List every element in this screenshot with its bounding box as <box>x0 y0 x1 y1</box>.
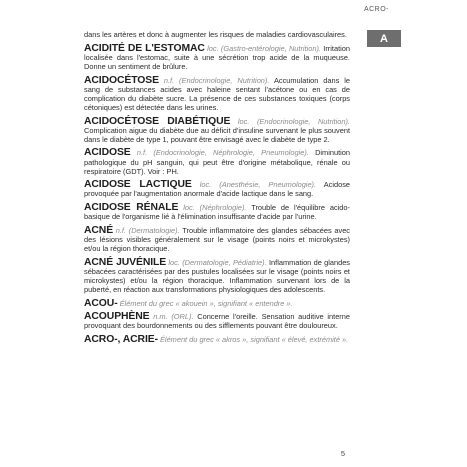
entry-headword: ACIDOCÉTOSE <box>84 74 159 86</box>
entry-grammar-domain: Élément du grec « akros », signifiant « élevé, extrémité ». <box>160 335 349 345</box>
entry-headword: ACIDOCÉTOSE DIABÉTIQUE <box>84 115 231 127</box>
entry-definition: Trouble inflammatoire des glandes sébacées avec des lésions visibles généralement sur le visage (points noirs et microkystes) et/ou la région thoracique. <box>84 225 351 254</box>
entry-definition: Trouble de l'équilibre acido-basique de l'organisme lié à l'élimination insuffisante d'acide par l'urine. <box>84 203 350 222</box>
entry-definition: Diminution pathologique du pH sanguin, qui peut être d'origine métabolique, rénale ou respiratoire (GDT). Voir : PH. <box>84 148 350 176</box>
entry-headword: ACRO-, ACRIE- <box>84 334 158 346</box>
entry-definition: Accumulation dans le sang de substances acides avec haleine sentant l'acétone ou en cas de complication du diabète sucre. La présence de ces substances toxiques (corps cétoniques) est détectée dans les urines. <box>84 75 350 112</box>
dictionary-entry <box>84 76 350 112</box>
entry-definition: Concerne l'oreille. Sensation auditive interne provoquant des bourdonnements ou des sifflements pouvant être douloureux. <box>84 312 350 331</box>
dictionary-entry <box>84 148 350 175</box>
entry-grammar-domain: loc. (Gastro-entérologie, Nutrition). <box>207 43 321 53</box>
dictionary-entry <box>84 312 350 330</box>
entry-grammar-domain: n.f. (Dermatologie). <box>115 225 180 235</box>
entry-headword: ACOUPHÈNE <box>84 311 150 323</box>
entry-grammar-domain: loc. (Néphrologie). <box>183 203 247 213</box>
entry-grammar-domain: n.f. (Endocrinologie, Nutrition). <box>163 75 270 85</box>
dictionary-entry <box>84 226 350 253</box>
entry-grammar-domain: loc. (Dermatologie, Pédiatrie). <box>168 257 267 267</box>
page-number: 5 <box>340 449 345 458</box>
dictionary-column <box>84 30 350 349</box>
entry-grammar-domain: n.f. (Endocrinologie, Néphrologie, Pneumologie). <box>136 148 309 158</box>
running-head: ACRO- <box>363 6 389 13</box>
entry-grammar-domain: n.m. (ORL). <box>153 312 194 322</box>
entry-headword: ACNÉ <box>84 224 114 236</box>
entry-grammar-domain: loc. (Endocrinologie, Nutrition). <box>237 116 350 126</box>
entry-headword: ACIDOSE <box>84 147 131 159</box>
entry-definition: Acidose provoquée par l'augmentation anormale d'acide lactique dans le sang. <box>84 180 350 199</box>
entry-headword: ACIDITÉ DE L'ESTOMAC <box>84 42 205 54</box>
dictionary-entry <box>84 203 350 221</box>
dictionary-entry <box>84 117 350 144</box>
entry-definition: Complication aigue du diabète due au déficit d'insuline survenant le plus souvent dans le diabète de type 1, pouvant être envisagé avec le diabète de type 2. <box>84 125 350 144</box>
dictionary-entry <box>84 299 350 308</box>
dictionary-entry <box>84 44 350 71</box>
entry-grammar-domain: loc. (Anesthésie, Pneumologie). <box>199 180 317 190</box>
entry-grammar-domain: Élément du grec « akouein », signifiant « entendre ». <box>119 298 293 308</box>
continuation-text: dans les artères et donc à augmenter les risques de maladies cardiovasculaires. <box>84 30 347 39</box>
entry-headword: ACNÉ JUVÉNILE <box>84 256 167 268</box>
entry-definition: Inflammation de glandes sébacées caractérisées par des pustules localisées sur le visage (points noirs et microkystes) et/ou la région thoracique. Inflammation survenant lors de la puberté, en réaction aux transformations physiologiques des adolescents. <box>84 257 351 294</box>
dictionary-entry <box>84 258 350 294</box>
entry-list <box>84 44 350 345</box>
entry-definition: Irritation localisée dans l'estomac, suite à une sécrétion trop acide de la muqueuse. Donne un sentiment de brûlure. <box>84 43 350 71</box>
entry-headword: ACIDOSE LACTIQUE <box>84 179 192 191</box>
section-tab: A <box>367 30 401 47</box>
dictionary-entry <box>84 335 350 344</box>
entry-headword: ACOU- <box>84 297 118 309</box>
dictionary-entry <box>84 180 350 198</box>
entry-headword: ACIDOSE RÉNALE <box>84 202 179 214</box>
